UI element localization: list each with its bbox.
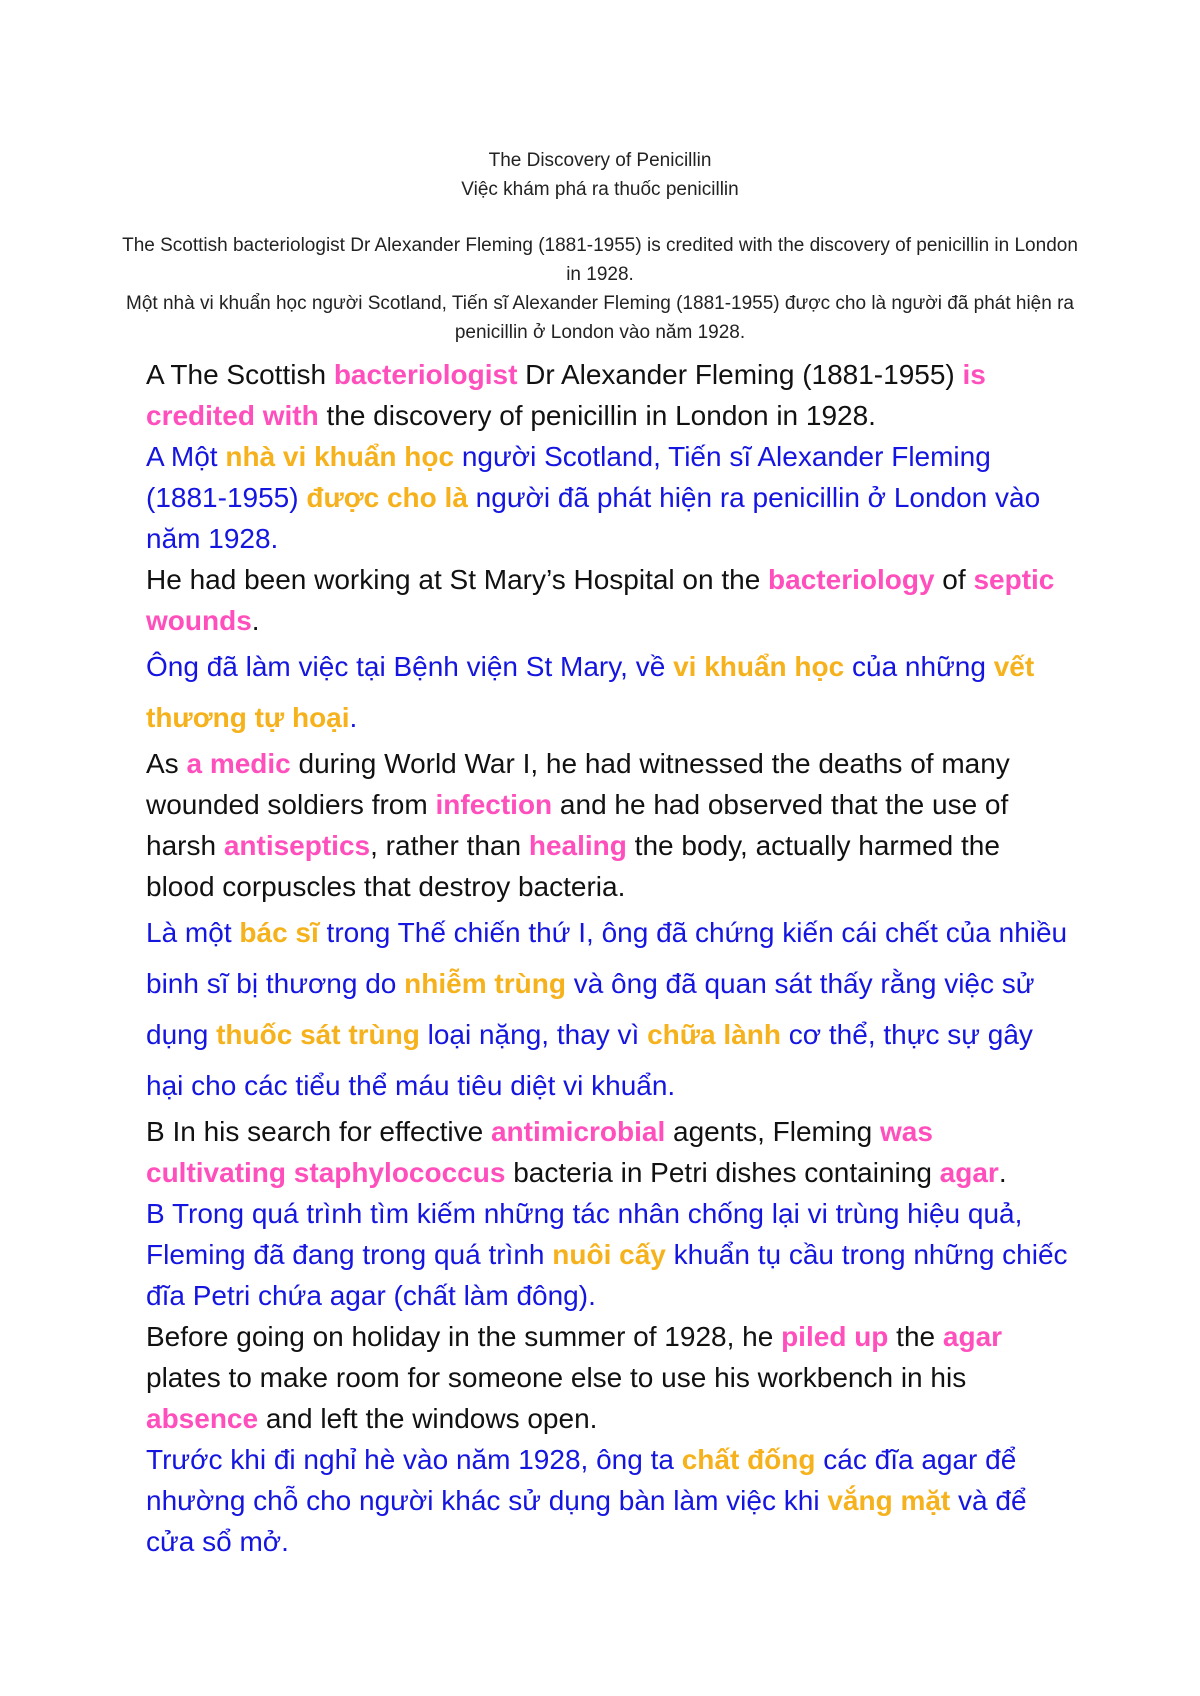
header-spacer	[120, 204, 1080, 231]
document-body	[146, 354, 1076, 1562]
text-segment: khuẩn tụ cầu trong những chiếc đĩa Petri chứa agar (chất làm đông).	[146, 1239, 1068, 1311]
paragraph-vietnamese	[146, 641, 1076, 743]
text-segment: bacteria in Petri dishes containing	[505, 1157, 940, 1188]
text-segment: Before going on holiday in the summer of 1928, he	[146, 1321, 782, 1352]
highlighted-keyword: septic wounds	[146, 564, 1055, 636]
text-segment: loại nặng, thay vì	[419, 1019, 648, 1050]
text-segment: A Một	[146, 441, 226, 472]
text-segment: plates to make room for someone else to use his workbench in his	[146, 1362, 967, 1393]
highlighted-keyword: piled up	[781, 1321, 889, 1352]
text-segment: He had been working at St Mary’s Hospital on the	[146, 564, 769, 595]
paragraph-vietnamese	[146, 1439, 1076, 1562]
text-segment: và để cửa sổ mở.	[146, 1485, 1027, 1557]
highlighted-keyword: absence	[146, 1403, 259, 1434]
title-english: The Discovery of Penicillin	[488, 150, 712, 171]
text-segment: .	[251, 605, 260, 636]
text-segment: .	[349, 702, 358, 733]
highlighted-keyword: infection	[435, 789, 553, 820]
text-segment: Trước khi đi nghỉ hè vào năm 1928, ông ta	[146, 1444, 682, 1475]
highlighted-keyword: agar	[942, 1321, 1003, 1352]
highlighted-keyword: chất đống	[681, 1444, 816, 1475]
text-segment: the	[888, 1321, 943, 1352]
highlighted-keyword: chữa lành	[647, 1019, 781, 1050]
text-segment: Ông đã làm việc tại Bệnh viện St Mary, về	[146, 651, 674, 682]
text-segment: , rather than	[370, 830, 529, 861]
document-header	[120, 146, 1080, 347]
text-segment: and left the windows open.	[258, 1403, 598, 1434]
text-segment: Dr Alexander Fleming (1881-1955)	[517, 359, 963, 390]
highlighted-keyword: was cultivating staphylococcus	[146, 1116, 933, 1188]
highlighted-keyword: a medic	[186, 748, 291, 779]
paragraph-vietnamese	[146, 907, 1076, 1111]
paragraph-english	[146, 354, 1076, 436]
text-segment: the discovery of penicillin in London in 1928.	[318, 400, 876, 431]
highlighted-keyword: bacteriology	[768, 564, 935, 595]
highlighted-keyword: nuôi cấy	[552, 1239, 666, 1270]
text-segment: the body, actually harmed the blood corpuscles that destroy bacteria.	[146, 830, 1000, 902]
paragraph-vietnamese	[146, 1193, 1076, 1316]
text-segment: các đĩa agar để nhường chỗ cho người khác sử dụng bàn làm việc khi	[146, 1444, 1017, 1516]
intro-english: The Scottish bacteriologist Dr Alexander Fleming (1881-1955) is credited with the discovery of penicillin in London in 1928.	[122, 235, 1078, 285]
text-segment: cơ thể, thực sự gây hại cho các tiểu thể máu tiêu diệt vi khuẩn.	[146, 1019, 1033, 1101]
highlighted-keyword: vắng mặt	[827, 1485, 951, 1516]
text-segment: người Scotland, Tiến sĩ Alexander Fleming (1881-1955)	[146, 441, 991, 513]
text-segment: during World War I, he had witnessed the deaths of many wounded soldiers from	[146, 748, 1010, 820]
intro-vietnamese: Một nhà vi khuẩn học người Scotland, Tiến sĩ Alexander Fleming (1881-1955) được cho là người đã phát hiện ra penicillin ở London vào năm 1928.	[126, 293, 1074, 343]
text-segment: A The Scottish	[146, 359, 334, 390]
highlighted-keyword: nhà vi khuẩn học	[225, 441, 455, 472]
highlighted-keyword: được cho là	[306, 482, 468, 513]
highlighted-keyword: is credited with	[146, 359, 986, 431]
highlighted-keyword: healing	[528, 830, 627, 861]
highlighted-keyword: thuốc sát trùng	[216, 1019, 420, 1050]
text-segment: và ông đã quan sát thấy rằng việc sử dụng	[146, 968, 1035, 1050]
paragraph-english	[146, 1111, 1076, 1193]
highlighted-keyword: vi khuẩn học	[673, 651, 845, 682]
highlighted-keyword: antiseptics	[223, 830, 371, 861]
text-segment: của những	[844, 651, 994, 682]
highlighted-keyword: vết thương tự hoại	[146, 651, 1035, 733]
text-segment: B In his search for effective	[146, 1116, 491, 1147]
text-segment: and he had observed that the use of harsh	[146, 789, 1009, 861]
text-segment: B Trong quá trình tìm kiếm những tác nhân chống lại vi trùng hiệu quả, Fleming đã đang trong quá trình	[146, 1198, 1023, 1270]
text-segment: agents, Fleming	[665, 1116, 881, 1147]
highlighted-keyword: agar	[939, 1157, 999, 1188]
highlighted-keyword: antimicrobial	[490, 1116, 666, 1147]
text-segment: As	[146, 748, 187, 779]
paragraph-english	[146, 559, 1076, 641]
text-segment: người đã phát hiện ra penicillin ở London vào năm 1928.	[146, 482, 1041, 554]
text-segment: trong Thế chiến thứ I, ông đã chứng kiến cái chết của nhiều binh sĩ bị thương do	[146, 917, 1068, 999]
highlighted-keyword: nhiễm trùng	[404, 968, 566, 999]
title-vietnamese: Việc khám phá ra thuốc penicillin	[461, 179, 739, 200]
paragraph-english	[146, 743, 1076, 907]
text-segment: .	[998, 1157, 1007, 1188]
text-segment: Là một	[146, 917, 240, 948]
highlighted-keyword: bác sĩ	[239, 917, 319, 948]
text-segment: of	[934, 564, 974, 595]
paragraph-vietnamese	[146, 436, 1076, 559]
highlighted-keyword: bacteriologist	[333, 359, 518, 390]
paragraph-english	[146, 1316, 1076, 1439]
